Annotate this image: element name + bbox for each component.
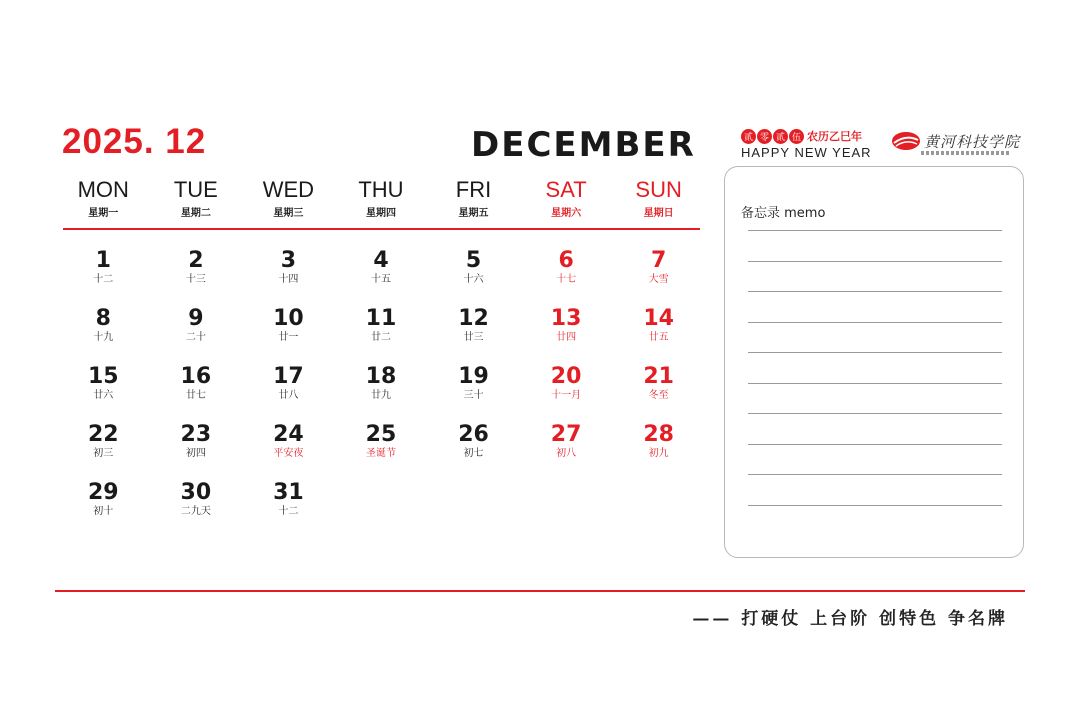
day-lunar-label: 初九 (648, 448, 669, 459)
day-number: 25 (365, 422, 397, 447)
day-lunar-label: 十一月 (551, 390, 582, 401)
day-number: 29 (87, 480, 119, 505)
day-lunar-label: 十五 (370, 274, 391, 285)
day-cell[interactable] (242, 248, 335, 306)
badge-char: 伍 (789, 129, 804, 144)
day-lunar-label: 廿九 (370, 390, 391, 401)
day-number: 22 (87, 422, 119, 447)
day-cell[interactable] (427, 306, 520, 364)
lunar-year-label: 农历乙巳年 (807, 130, 862, 143)
day-cell[interactable] (57, 306, 150, 364)
day-lunar-label: 初四 (185, 448, 206, 459)
day-cell[interactable] (427, 364, 520, 422)
memo-line (748, 352, 1002, 353)
day-cell[interactable] (520, 248, 613, 306)
weekday-zh-label: 星期日 (643, 208, 674, 219)
day-lunar-label: 十七 (556, 274, 577, 285)
day-number: 30 (180, 480, 212, 505)
logo-subtitle-strip (921, 151, 1009, 155)
day-number: 8 (95, 306, 111, 331)
weekday-header-row (57, 178, 705, 219)
weekday-header-sun (612, 178, 705, 219)
day-cell (520, 480, 613, 538)
day-cell[interactable] (150, 422, 243, 480)
badge-char: 贰 (773, 129, 788, 144)
day-number: 1 (95, 248, 111, 273)
day-lunar-label: 廿三 (463, 332, 484, 343)
day-cell[interactable] (150, 248, 243, 306)
weekday-en-label: SAT (545, 177, 587, 202)
weekday-en-label: WED (262, 177, 315, 202)
logo-emblem-icon (891, 130, 921, 152)
memo-line (748, 474, 1002, 475)
day-cell[interactable] (57, 422, 150, 480)
day-number: 23 (180, 422, 212, 447)
day-lunar-label: 廿一 (278, 332, 299, 343)
day-number: 21 (643, 364, 674, 389)
weekday-en-label: THU (358, 177, 404, 202)
day-number: 16 (180, 364, 212, 389)
weekday-zh-label: 星期六 (551, 208, 582, 219)
day-lunar-label: 廿六 (93, 390, 114, 401)
day-cell[interactable] (612, 364, 705, 422)
day-number: 15 (87, 364, 119, 389)
day-cell[interactable] (612, 422, 705, 480)
year-badges (741, 128, 862, 144)
day-number: 5 (465, 248, 482, 273)
calendar-grid (57, 248, 705, 538)
weekday-en-label: FRI (455, 177, 492, 202)
day-number: 14 (643, 306, 674, 331)
weekday-header-fri (427, 178, 520, 219)
memo-line (748, 322, 1002, 323)
day-number: 12 (458, 306, 489, 331)
day-lunar-label: 圣诞节 (365, 448, 396, 459)
day-cell[interactable] (520, 306, 613, 364)
day-cell[interactable] (335, 364, 428, 422)
day-cell[interactable] (427, 422, 520, 480)
weekday-header-mon (57, 178, 150, 219)
day-cell[interactable] (242, 480, 335, 538)
week-row (57, 306, 705, 364)
day-lunar-label: 廿七 (185, 390, 206, 401)
day-lunar-label: 冬至 (648, 390, 669, 401)
day-lunar-label: 二九天 (180, 506, 211, 517)
year-month-title: 2025. 12 (62, 122, 207, 161)
weekday-zh-label: 星期四 (365, 208, 396, 219)
memo-box (724, 166, 1024, 558)
day-cell[interactable] (57, 480, 150, 538)
day-cell[interactable] (150, 306, 243, 364)
weekday-header-thu (335, 178, 428, 219)
university-logo (891, 130, 1020, 152)
weekday-zh-label: 星期五 (458, 208, 489, 219)
day-number: 13 (550, 306, 582, 331)
logo-text: 黄河科技学院 (924, 132, 1021, 151)
day-lunar-label: 廿五 (648, 332, 669, 343)
day-cell[interactable] (242, 422, 335, 480)
day-cell[interactable] (335, 248, 428, 306)
weekday-en-label: MON (77, 177, 129, 202)
day-cell[interactable] (150, 364, 243, 422)
day-cell[interactable] (612, 306, 705, 364)
day-lunar-label: 廿八 (278, 390, 299, 401)
day-cell (427, 480, 520, 538)
weekday-en-label: SUN (635, 177, 682, 202)
weekday-zh-label: 星期三 (273, 208, 304, 219)
day-lunar-label: 二十 (185, 332, 206, 343)
day-cell (335, 480, 428, 538)
week-row (57, 364, 705, 422)
day-lunar-label: 十九 (93, 332, 114, 343)
memo-line (748, 505, 1002, 506)
week-row (57, 422, 705, 480)
day-lunar-label: 平安夜 (273, 448, 304, 459)
day-number: 19 (458, 364, 489, 389)
day-number: 20 (550, 364, 582, 389)
memo-line (748, 261, 1002, 262)
day-number: 31 (273, 480, 304, 505)
day-cell (612, 480, 705, 538)
day-lunar-label: 十三 (185, 274, 206, 285)
weekday-header-sat (520, 178, 613, 219)
day-number: 26 (458, 422, 489, 447)
month-name-title: DECEMBER (471, 125, 696, 165)
day-number: 27 (550, 422, 582, 447)
day-lunar-label: 三十 (463, 390, 484, 401)
day-cell[interactable] (520, 364, 613, 422)
day-lunar-label: 大雪 (648, 274, 669, 285)
day-cell[interactable] (520, 422, 613, 480)
day-number: 2 (188, 248, 204, 273)
day-number: 3 (280, 248, 297, 273)
day-lunar-label: 初七 (463, 448, 484, 459)
day-cell[interactable] (427, 248, 520, 306)
day-number: 7 (651, 248, 667, 273)
day-number: 18 (365, 364, 397, 389)
day-lunar-label: 廿四 (556, 332, 577, 343)
day-number: 28 (643, 422, 674, 447)
memo-line (748, 413, 1002, 414)
footer-divider (55, 590, 1025, 592)
day-lunar-label: 初三 (93, 448, 114, 459)
day-cell[interactable] (242, 364, 335, 422)
weekday-header-wed (242, 178, 335, 219)
weekday-divider (63, 228, 700, 230)
weekday-zh-label: 星期二 (180, 208, 211, 219)
memo-line (748, 291, 1002, 292)
day-lunar-label: 廿二 (370, 332, 391, 343)
day-lunar-label: 初十 (93, 506, 114, 517)
day-number: 17 (273, 364, 304, 389)
day-number: 6 (558, 248, 574, 273)
header-branding (741, 128, 1031, 160)
day-lunar-label: 十六 (463, 274, 484, 285)
day-cell[interactable] (335, 306, 428, 364)
day-cell[interactable] (57, 248, 150, 306)
day-cell[interactable] (242, 306, 335, 364)
memo-line (748, 230, 1002, 231)
weekday-header-tue (150, 178, 243, 219)
day-number: 4 (373, 248, 389, 273)
weekday-zh-label: 星期一 (88, 208, 119, 219)
footer-slogan: —— 打硬仗 上台阶 创特色 争名牌 (692, 609, 1008, 629)
badge-char: 贰 (741, 129, 756, 144)
day-cell[interactable] (335, 422, 428, 480)
weekday-en-label: TUE (173, 177, 218, 202)
day-lunar-label: 初八 (556, 448, 577, 459)
memo-line (748, 383, 1002, 384)
day-cell[interactable] (612, 248, 705, 306)
week-row (57, 480, 705, 538)
memo-line (748, 444, 1002, 445)
day-cell[interactable] (57, 364, 150, 422)
day-lunar-label: 十二 (93, 274, 114, 285)
day-lunar-label: 十二 (278, 506, 299, 517)
day-number: 24 (273, 422, 304, 447)
day-lunar-label: 十四 (278, 274, 299, 285)
memo-title: 备忘录 memo (741, 206, 826, 221)
day-cell[interactable] (150, 480, 243, 538)
week-row (57, 248, 705, 306)
day-number: 11 (365, 306, 397, 331)
day-number: 10 (273, 306, 304, 331)
badge-char: 零 (757, 129, 772, 144)
happy-new-year-text: HAPPY NEW YEAR (741, 145, 872, 160)
day-number: 9 (188, 306, 204, 331)
